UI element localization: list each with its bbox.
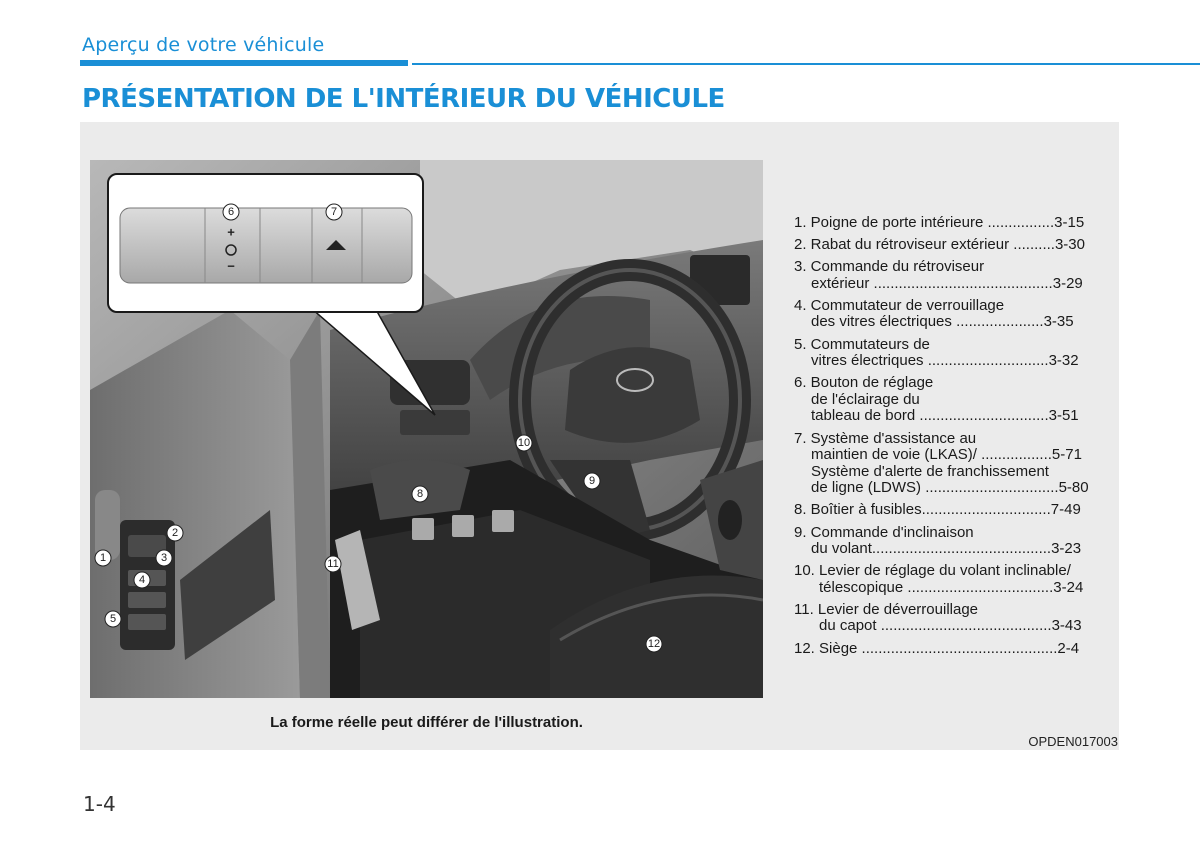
legend-item: 6. Bouton de réglage de l'éclairage du tableau de bord ...............................3-51: [794, 374, 1079, 425]
callout-1: [95, 550, 111, 566]
legend-item: 2. Rabat du rétroviseur extérieur ..........3-30: [794, 236, 1085, 254]
mirror-inset: [108, 174, 423, 312]
legend-item: 8. Boîtier à fusibles...............................7-49: [794, 501, 1081, 519]
legend-item: 1. Poigne de porte intérieure ................3-15: [794, 214, 1085, 231]
svg-text:6: 6: [227, 206, 235, 218]
legend-item: 7. Système d'assistance au maintien de voie (LKAS)/ .................5-71 Système d'alerte de franchissement de ligne (LDWS) ................................5-80: [794, 429, 1089, 497]
svg-text:11: 11: [327, 558, 339, 570]
figure-code: OPDEN017003: [1028, 734, 1118, 749]
page-title: PRÉSENTATION DE L'INTÉRIEUR DU VÉHICULE: [82, 84, 725, 114]
header-rule: [412, 63, 1200, 65]
component-legend: [794, 215, 1110, 663]
legend-item: 4. Commutateur de verrouillage des vitres électriques .....................3-35: [794, 296, 1074, 331]
interior-illustration: [90, 160, 763, 698]
legend-item: 12. Siège ...............................................2-4: [794, 639, 1080, 657]
brightness-minus-label: −: [227, 258, 235, 274]
legend-item: 9. Commande d'inclinaison du volant...........................................3-23: [794, 523, 1082, 558]
svg-text:8: 8: [416, 488, 424, 500]
header-accent-bar: [80, 60, 408, 66]
callout-5: [105, 611, 121, 627]
callout-10: [516, 435, 532, 451]
legend-item: 10. Levier de réglage du volant inclinable/ télescopique ...................................3-24: [794, 562, 1084, 596]
svg-text:3: 3: [160, 552, 168, 564]
svg-text:4: 4: [138, 574, 146, 586]
callout-11: [325, 556, 341, 572]
svg-text:12: 12: [647, 638, 661, 650]
callout-9: [584, 473, 600, 489]
illustration-caption: La forme réelle peut différer de l'illustration.: [270, 714, 583, 731]
callout-12: [646, 636, 662, 652]
callout-3: [156, 550, 172, 566]
legend-item: 11. Levier de déverrouillage du capot .........................................3-43: [794, 600, 1082, 635]
callout-6: [223, 204, 239, 220]
svg-text:10: 10: [517, 437, 531, 449]
svg-text:1: 1: [99, 552, 107, 564]
brightness-plus-label: +: [227, 224, 235, 240]
page-number: 1-4: [83, 792, 116, 816]
svg-text:5: 5: [109, 613, 117, 625]
callout-8: [412, 486, 428, 502]
svg-text:9: 9: [588, 475, 596, 487]
legend-item: 3. Commande du rétroviseur extérieur ...........................................3-29: [794, 258, 1083, 292]
callout-2: [167, 525, 183, 541]
callout-7: [326, 204, 342, 220]
callout-4: [134, 572, 150, 588]
section-label: Aperçu de votre véhicule: [82, 34, 325, 56]
svg-text:2: 2: [171, 527, 179, 539]
svg-text:7: 7: [330, 206, 338, 218]
legend-item: 5. Commutateurs de vitres électriques .............................3-32: [794, 335, 1079, 370]
